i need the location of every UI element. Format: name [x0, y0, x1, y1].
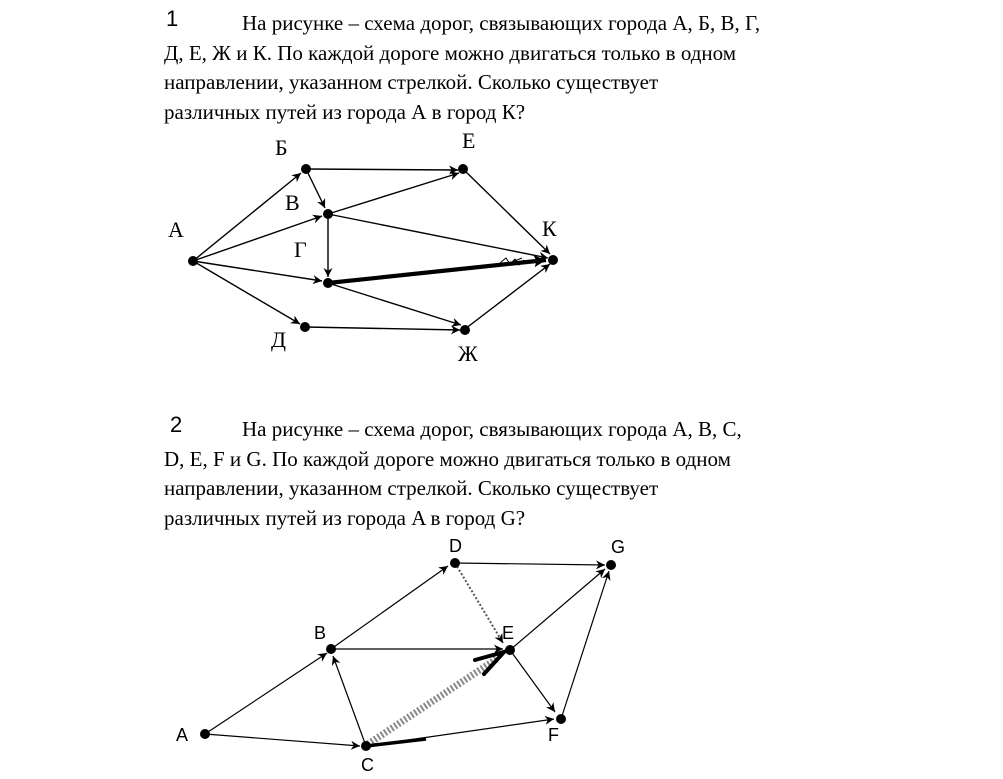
problem-1-line-1: На рисунке – схема дорог, связывающих города А, Б, В, Г, — [242, 11, 761, 35]
problem-2-line-2: D, E, F и G. По каждой дороге можно двигаться только в одном — [164, 446, 731, 471]
node-v — [323, 209, 333, 219]
edge-a-b — [193, 173, 301, 261]
problem-1-line-3: направлении, указанном стрелкой. Сколько существует — [164, 70, 659, 94]
node-f — [556, 714, 566, 724]
node-zh — [460, 325, 470, 335]
problem-1-line-4: различных путей из города А в город К? — [164, 99, 526, 124]
node-e — [458, 164, 468, 174]
edge-b-e — [306, 169, 458, 170]
graph-2 — [205, 563, 609, 746]
edge-a-g — [193, 261, 322, 281]
node-c — [361, 741, 371, 751]
edge-d-g — [455, 563, 605, 565]
label-g: G — [611, 537, 626, 557]
label-f: F — [548, 725, 559, 745]
edge-e-g — [510, 569, 605, 650]
label-d: Д — [271, 327, 287, 352]
label-g: Г — [294, 237, 307, 262]
label-zh: Ж — [458, 341, 478, 366]
label-a: A — [176, 725, 189, 745]
edge-g-zh — [328, 283, 461, 325]
problem-2-number: 2 — [170, 412, 183, 437]
edge-e-f — [510, 650, 555, 712]
graph-1-labels — [168, 128, 557, 366]
node-d — [450, 558, 460, 568]
node-e — [505, 645, 515, 655]
node-a — [200, 729, 210, 739]
edge-g-k-bold — [328, 260, 546, 283]
edge-a-b — [205, 653, 327, 734]
label-v: В — [285, 190, 300, 215]
edge-c-e-hatched — [368, 658, 498, 744]
node-g — [323, 278, 333, 288]
problem-2-line-4: различных путей из города A в город G? — [164, 505, 526, 530]
graph-2-labels — [176, 536, 625, 775]
label-e: Е — [462, 128, 476, 153]
node-a — [188, 256, 198, 266]
label-k: К — [542, 216, 557, 241]
edge-a-d — [193, 261, 300, 324]
edge-b-d — [331, 566, 448, 649]
edge-c-b — [333, 656, 366, 746]
label-a: А — [168, 217, 184, 242]
node-b — [301, 164, 311, 174]
graph-1 — [193, 169, 550, 330]
graph-2-nodes — [200, 558, 616, 751]
edge-d-e-dotted — [455, 563, 503, 643]
label-d: D — [449, 536, 462, 556]
edge-b-v — [306, 169, 325, 208]
label-b: Б — [275, 135, 288, 160]
problem-2-line-1: На рисунке – схема дорог, связывающих города A, B, C, — [242, 417, 742, 441]
node-k — [548, 255, 558, 265]
edge-a-c — [205, 734, 360, 746]
label-c: C — [361, 755, 374, 775]
node-d — [300, 322, 310, 332]
edge-f-g — [561, 571, 609, 719]
label-b: B — [314, 623, 327, 643]
node-g — [606, 560, 616, 570]
edge-zh-k — [465, 264, 550, 329]
edge-d-zh — [305, 327, 460, 330]
label-e: E — [502, 623, 515, 643]
node-b — [326, 644, 336, 654]
edge-e-k — [463, 169, 550, 254]
problem-2-line-3: направлении, указанном стрелкой. Сколько существует — [164, 476, 659, 500]
edge-v-e — [328, 173, 459, 214]
problem-1-line-2: Д, Е, Ж и К. По каждой дороге можно двигаться только в одном — [164, 40, 737, 65]
problem-1-number: 1 — [166, 6, 179, 31]
